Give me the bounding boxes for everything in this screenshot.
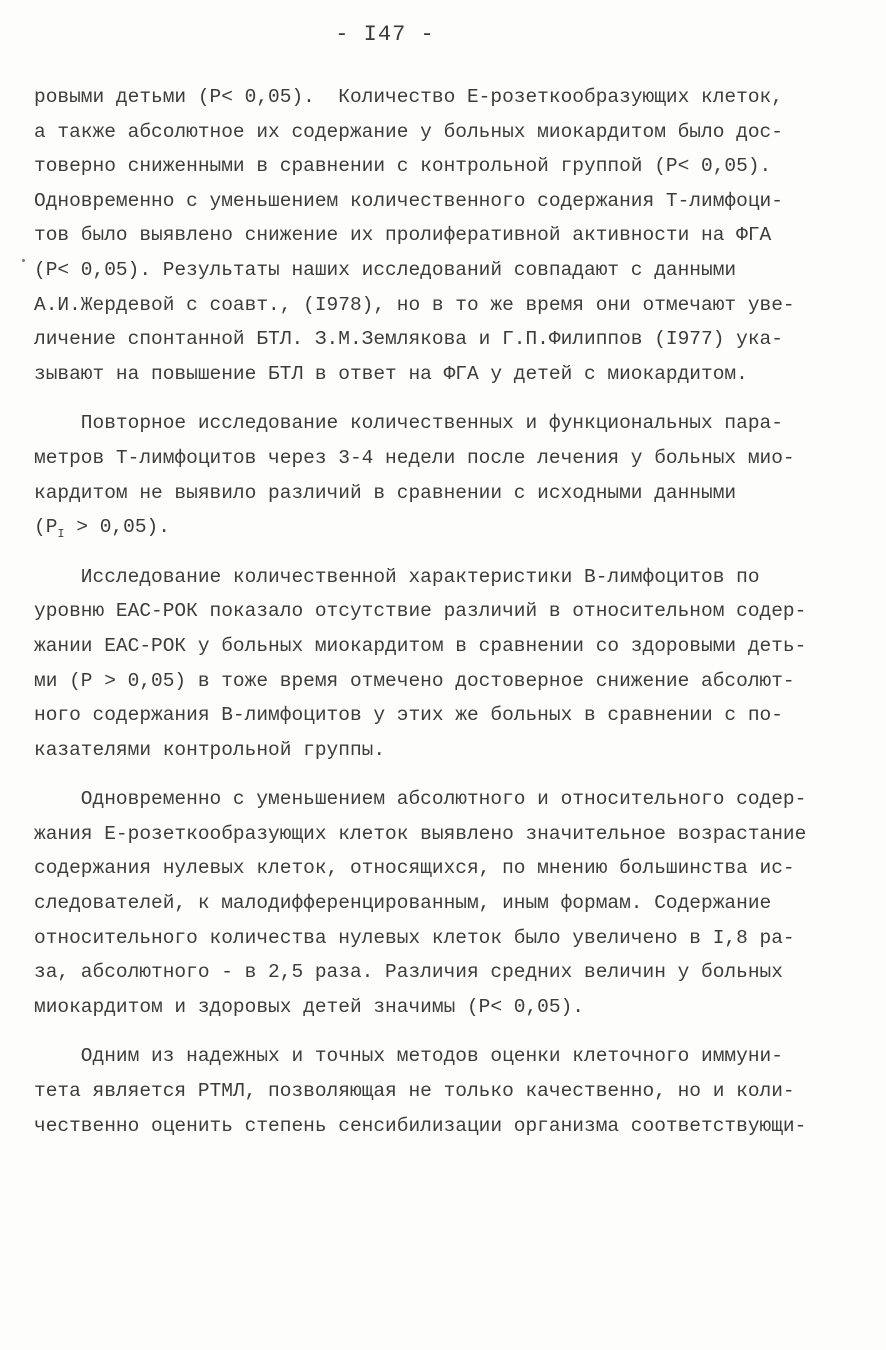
text-line: относительного количества нулевых клеток было увеличено в I,8 ра- — [34, 926, 795, 949]
text-line: Одновременно с уменьшением абсолютного и относительного содер- — [34, 788, 807, 811]
formula-rest: > 0,05). — [64, 516, 170, 539]
text-line: жания Е-розеткообразующих клеток выявлено значительное возрастание — [34, 822, 807, 845]
text-line: жании ЕАС-РОК у больных миокардитом в сравнении со здоровыми деть- — [34, 634, 807, 657]
text-line: содержания нулевых клеток, относящихся, по мнению большинства ис- — [34, 857, 795, 880]
text-line: Одним из надежных и точных методов оценки клеточного иммуни- — [34, 1045, 783, 1068]
text-line: следователей, к малодифференцированным, иным формам. Содержание — [34, 892, 772, 915]
formula-open: (P — [34, 516, 58, 539]
text-line: кардитом не выявило различий в сравнении с исходными данными — [34, 481, 737, 504]
body-text — [34, 80, 834, 1143]
formula-line — [34, 510, 834, 545]
text-line: тета является РТМЛ, позволяющая не только качественно, но и коли- — [34, 1080, 795, 1103]
text-line: а также абсолютное их содержание у больных миокардитом было дос- — [34, 120, 783, 143]
text-line: уровню ЕАС-РОК показало отсутствие различий в относительном содер- — [34, 600, 807, 623]
text-line: Одновременно с уменьшением количественного содержания Т-лимфоци- — [34, 189, 783, 212]
text-line: миокардитом и здоровых детей значимы (P< 0,05). — [34, 995, 584, 1018]
text-line: за, абсолютного - в 2,5 раза. Различия средних величин у больных — [34, 961, 783, 984]
text-line: чественно оценить степень сенсибилизации организма соответствующи- — [34, 1114, 807, 1137]
text-line: метров Т-лимфоцитов через 3-4 недели после лечения у больных мио- — [34, 446, 795, 469]
page-number: - I47 - — [335, 22, 435, 47]
text-line: ного содержания В-лимфоцитов у этих же больных в сравнении с по- — [34, 704, 783, 727]
text-line: тов было выявлено снижение их пролиферативной активности на ФГА — [34, 224, 772, 247]
text-line: А.И.Жердевой с соавт., (I978), но в то же время они отмечают уве- — [34, 293, 795, 316]
formula-subscript: I — [57, 527, 65, 542]
text-line: (P< 0,05). Результаты наших исследований совпадают с данными — [34, 258, 737, 281]
text-line: ми (P > 0,05) в тоже время отмечено достоверное снижение абсолют- — [34, 669, 795, 692]
text-line: казателями контрольной группы. — [34, 738, 386, 761]
text-line: зывают на повышение БТЛ в ответ на ФГА у детей с миокардитом. — [34, 362, 748, 385]
text-line: ровыми детьми (P< 0,05). Количество Е-розеткообразующих клеток, — [34, 86, 783, 108]
text-line: личение спонтанной БТЛ. З.М.Землякова и Г.П.Филиппов (I977) ука- — [34, 328, 783, 351]
text-line: товерно сниженными в сравнении с контрольной группой (P< 0,05). — [34, 155, 772, 178]
text-line: Исследование количественной характеристики В-лимфоцитов по — [34, 565, 760, 588]
text-line: Повторное исследование количественных и функциональных пара- — [34, 412, 783, 435]
margin-mark — [22, 259, 25, 262]
